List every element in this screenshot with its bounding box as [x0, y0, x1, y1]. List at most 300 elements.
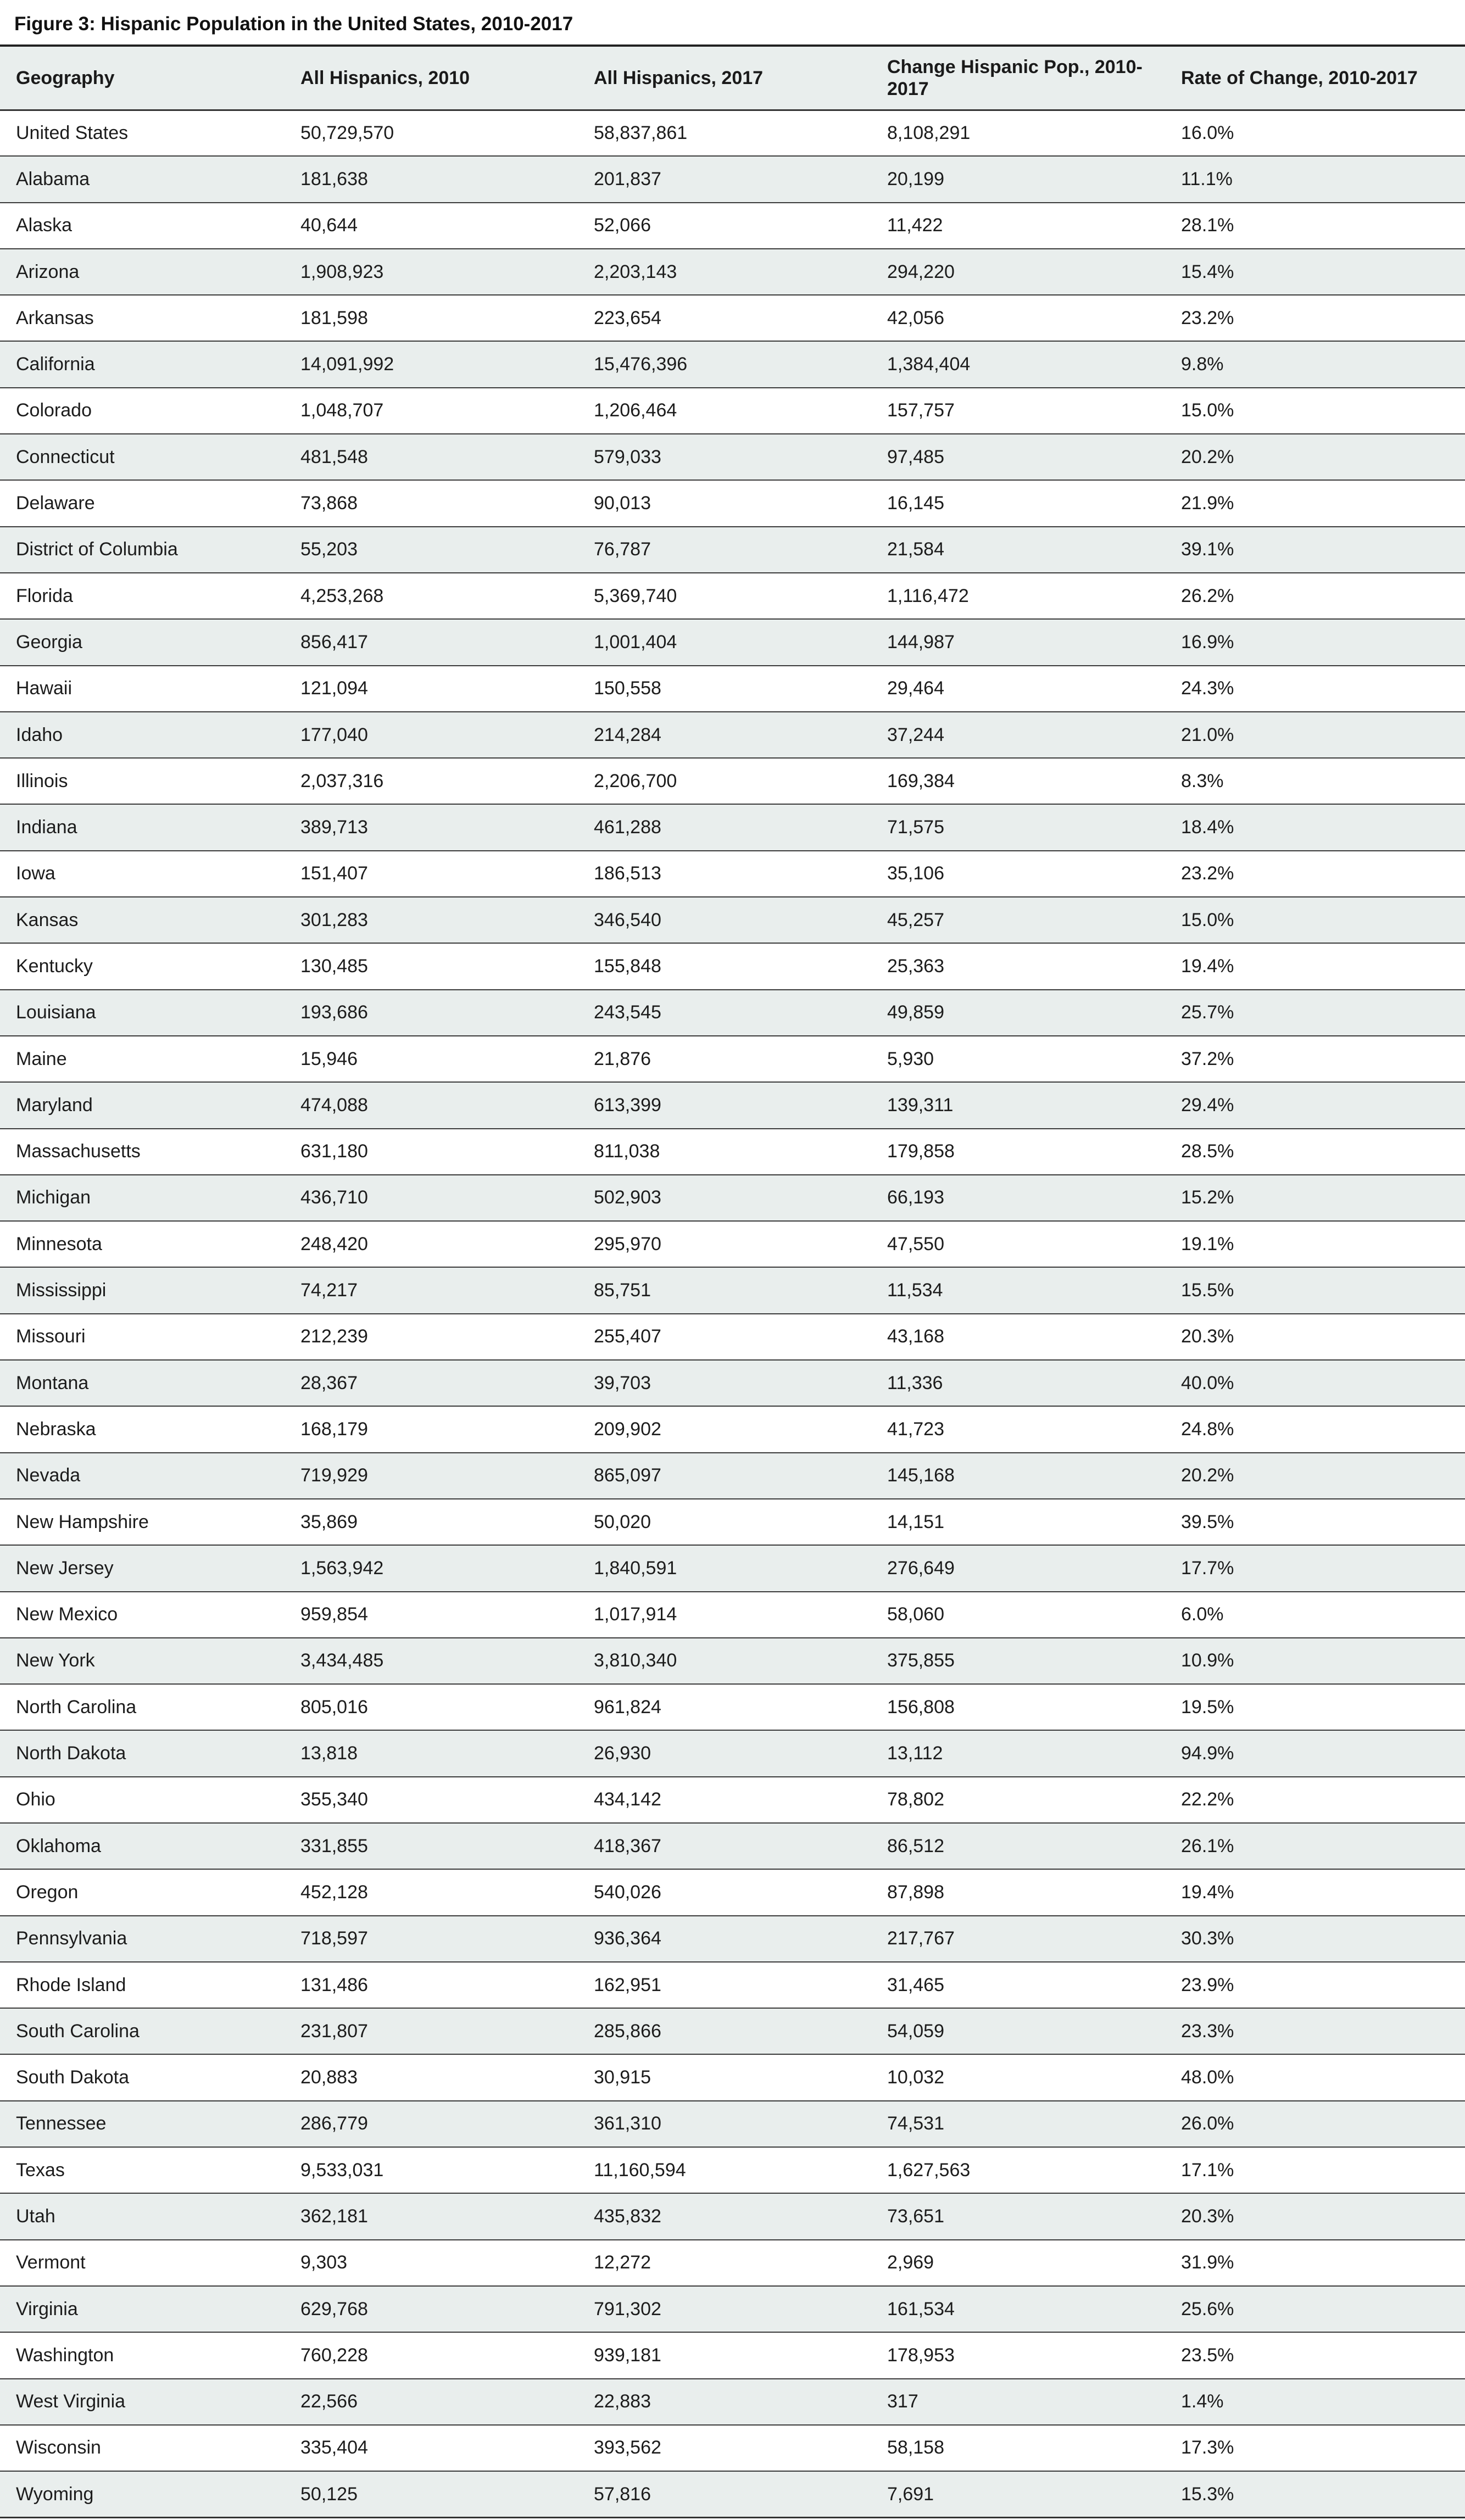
hispanics-2017-cell: 418,367 — [578, 1823, 871, 1869]
geography-cell: Vermont — [0, 2240, 285, 2286]
rate-of-change-cell: 28.5% — [1165, 1129, 1465, 1175]
hispanics-2010-cell: 355,340 — [285, 1777, 578, 1823]
geography-cell: South Dakota — [0, 2054, 285, 2100]
table-row — [0, 388, 1465, 434]
hispanics-2017-cell: 939,181 — [578, 2332, 871, 2378]
change-cell: 21,584 — [871, 527, 1165, 573]
hispanics-2010-cell: 40,644 — [285, 203, 578, 249]
table-row — [0, 2193, 1465, 2239]
table-row — [0, 2471, 1465, 2517]
table-row — [0, 804, 1465, 850]
hispanics-2017-cell: 613,399 — [578, 1082, 871, 1128]
change-cell: 74,531 — [871, 2101, 1165, 2147]
table-row — [0, 203, 1465, 249]
change-cell: 10,032 — [871, 2054, 1165, 2100]
table-row — [0, 480, 1465, 526]
geography-cell: Montana — [0, 1360, 285, 1406]
hispanics-2017-cell: 434,142 — [578, 1777, 871, 1823]
column-header-change: Change Hispanic Pop., 2010-2017 — [871, 46, 1165, 110]
table-row — [0, 666, 1465, 712]
table-row — [0, 2425, 1465, 2471]
geography-cell: Maine — [0, 1036, 285, 1082]
change-cell: 217,767 — [871, 1916, 1165, 1962]
column-header-rate-of-change: Rate of Change, 2010-2017 — [1165, 46, 1465, 110]
geography-cell: Georgia — [0, 619, 285, 665]
hispanics-2017-cell: 1,017,914 — [578, 1592, 871, 1638]
hispanics-2017-cell: 5,369,740 — [578, 573, 871, 619]
rate-of-change-cell: 29.4% — [1165, 1082, 1465, 1128]
change-cell: 31,465 — [871, 1962, 1165, 2008]
hispanics-2017-cell: 295,970 — [578, 1221, 871, 1267]
hispanics-2017-cell: 30,915 — [578, 2054, 871, 2100]
change-cell: 58,158 — [871, 2425, 1165, 2471]
table-row — [0, 1406, 1465, 1452]
hispanics-2017-cell: 52,066 — [578, 203, 871, 249]
rate-of-change-cell: 23.3% — [1165, 2008, 1465, 2054]
rate-of-change-cell: 15.0% — [1165, 388, 1465, 434]
change-cell: 157,757 — [871, 388, 1165, 434]
geography-cell: Texas — [0, 2147, 285, 2193]
geography-cell: Maryland — [0, 1082, 285, 1128]
hispanics-2010-cell: 760,228 — [285, 2332, 578, 2378]
hispanics-2010-cell: 718,597 — [285, 1916, 578, 1962]
change-cell: 317 — [871, 2379, 1165, 2425]
table-header — [0, 46, 1465, 110]
change-cell: 276,649 — [871, 1545, 1165, 1591]
geography-cell: Florida — [0, 573, 285, 619]
header-row — [0, 46, 1465, 110]
hispanics-2010-cell: 719,929 — [285, 1453, 578, 1499]
table-row — [0, 1036, 1465, 1082]
rate-of-change-cell: 25.6% — [1165, 2286, 1465, 2332]
rate-of-change-cell: 20.3% — [1165, 2193, 1465, 2239]
rate-of-change-cell: 17.1% — [1165, 2147, 1465, 2193]
rate-of-change-cell: 24.8% — [1165, 1406, 1465, 1452]
hispanics-2017-cell: 162,951 — [578, 1962, 871, 2008]
geography-cell: Nebraska — [0, 1406, 285, 1452]
hispanics-2017-cell: 361,310 — [578, 2101, 871, 2147]
change-cell: 5,930 — [871, 1036, 1165, 1082]
table-row — [0, 295, 1465, 341]
hispanics-2010-cell: 22,566 — [285, 2379, 578, 2425]
table-row — [0, 851, 1465, 897]
hispanics-2017-cell: 1,206,464 — [578, 388, 871, 434]
rate-of-change-cell: 40.0% — [1165, 1360, 1465, 1406]
geography-cell: Missouri — [0, 1314, 285, 1360]
geography-cell: Rhode Island — [0, 1962, 285, 2008]
hispanics-2017-cell: 85,751 — [578, 1267, 871, 1313]
change-cell: 14,151 — [871, 1499, 1165, 1545]
table-row — [0, 2379, 1465, 2425]
change-cell: 25,363 — [871, 943, 1165, 989]
geography-cell: Mississippi — [0, 1267, 285, 1313]
hispanics-2010-cell: 2,037,316 — [285, 758, 578, 804]
rate-of-change-cell: 19.1% — [1165, 1221, 1465, 1267]
hispanics-2017-cell: 346,540 — [578, 897, 871, 943]
rate-of-change-cell: 19.4% — [1165, 1869, 1465, 1915]
rate-of-change-cell: 23.2% — [1165, 851, 1465, 897]
change-cell: 86,512 — [871, 1823, 1165, 1869]
table-row — [0, 619, 1465, 665]
geography-cell: Virginia — [0, 2286, 285, 2332]
hispanics-2010-cell: 181,598 — [285, 295, 578, 341]
table-body — [0, 110, 1465, 2517]
table-row — [0, 1916, 1465, 1962]
hispanics-2017-cell: 15,476,396 — [578, 341, 871, 387]
hispanics-2017-cell: 2,206,700 — [578, 758, 871, 804]
table-row — [0, 1360, 1465, 1406]
change-cell: 11,336 — [871, 1360, 1165, 1406]
hispanics-2010-cell: 130,485 — [285, 943, 578, 989]
table-row — [0, 1499, 1465, 1545]
hispanics-2017-cell: 435,832 — [578, 2193, 871, 2239]
hispanics-2010-cell: 168,179 — [285, 1406, 578, 1452]
rate-of-change-cell: 21.0% — [1165, 712, 1465, 758]
hispanic-population-table — [0, 44, 1465, 2518]
hispanics-2010-cell: 9,303 — [285, 2240, 578, 2286]
hispanics-2017-cell: 1,840,591 — [578, 1545, 871, 1591]
change-cell: 45,257 — [871, 897, 1165, 943]
geography-cell: North Carolina — [0, 1684, 285, 1730]
table-row — [0, 573, 1465, 619]
table-row — [0, 434, 1465, 480]
hispanics-2017-cell: 76,787 — [578, 527, 871, 573]
hispanics-2010-cell: 248,420 — [285, 1221, 578, 1267]
hispanics-2017-cell: 936,364 — [578, 1916, 871, 1962]
change-cell: 139,311 — [871, 1082, 1165, 1128]
rate-of-change-cell: 39.1% — [1165, 527, 1465, 573]
geography-cell: Idaho — [0, 712, 285, 758]
hispanics-2017-cell: 865,097 — [578, 1453, 871, 1499]
hispanics-2017-cell: 155,848 — [578, 943, 871, 989]
geography-cell: Alabama — [0, 156, 285, 202]
geography-cell: Michigan — [0, 1175, 285, 1221]
column-header-hispanics-2010: All Hispanics, 2010 — [285, 46, 578, 110]
rate-of-change-cell: 20.2% — [1165, 1453, 1465, 1499]
hispanics-2017-cell: 150,558 — [578, 666, 871, 712]
geography-cell: Utah — [0, 2193, 285, 2239]
hispanics-2010-cell: 335,404 — [285, 2425, 578, 2471]
hispanics-2017-cell: 209,902 — [578, 1406, 871, 1452]
hispanics-2010-cell: 14,091,992 — [285, 341, 578, 387]
rate-of-change-cell: 16.9% — [1165, 619, 1465, 665]
hispanics-2010-cell: 74,217 — [285, 1267, 578, 1313]
rate-of-change-cell: 94.9% — [1165, 1730, 1465, 1776]
hispanics-2017-cell: 58,837,861 — [578, 110, 871, 156]
table-row — [0, 943, 1465, 989]
hispanics-2010-cell: 286,779 — [285, 2101, 578, 2147]
table-row — [0, 156, 1465, 202]
geography-cell: Oregon — [0, 1869, 285, 1915]
hispanics-2017-cell: 540,026 — [578, 1869, 871, 1915]
geography-cell: Hawaii — [0, 666, 285, 712]
hispanics-2010-cell: 20,883 — [285, 2054, 578, 2100]
geography-cell: Ohio — [0, 1777, 285, 1823]
rate-of-change-cell: 15.5% — [1165, 1267, 1465, 1313]
change-cell: 20,199 — [871, 156, 1165, 202]
rate-of-change-cell: 20.3% — [1165, 1314, 1465, 1360]
hispanics-2010-cell: 856,417 — [285, 619, 578, 665]
hispanics-2017-cell: 57,816 — [578, 2471, 871, 2517]
geography-cell: District of Columbia — [0, 527, 285, 573]
hispanics-2017-cell: 243,545 — [578, 990, 871, 1036]
rate-of-change-cell: 19.4% — [1165, 943, 1465, 989]
hispanics-2010-cell: 474,088 — [285, 1082, 578, 1128]
change-cell: 78,802 — [871, 1777, 1165, 1823]
hispanics-2017-cell: 223,654 — [578, 295, 871, 341]
rate-of-change-cell: 26.2% — [1165, 573, 1465, 619]
table-row — [0, 249, 1465, 295]
table-row — [0, 897, 1465, 943]
rate-of-change-cell: 15.4% — [1165, 249, 1465, 295]
hispanics-2010-cell: 481,548 — [285, 434, 578, 480]
table-row — [0, 1267, 1465, 1313]
change-cell: 16,145 — [871, 480, 1165, 526]
geography-cell: Washington — [0, 2332, 285, 2378]
change-cell: 35,106 — [871, 851, 1165, 897]
geography-cell: Minnesota — [0, 1221, 285, 1267]
geography-cell: Connecticut — [0, 434, 285, 480]
rate-of-change-cell: 31.9% — [1165, 2240, 1465, 2286]
geography-cell: Illinois — [0, 758, 285, 804]
table-row — [0, 1638, 1465, 1684]
hispanics-2010-cell: 629,768 — [285, 2286, 578, 2332]
change-cell: 47,550 — [871, 1221, 1165, 1267]
hispanics-2010-cell: 362,181 — [285, 2193, 578, 2239]
rate-of-change-cell: 21.9% — [1165, 480, 1465, 526]
change-cell: 1,116,472 — [871, 573, 1165, 619]
table-row — [0, 1869, 1465, 1915]
hispanics-2010-cell: 212,239 — [285, 1314, 578, 1360]
rate-of-change-cell: 8.3% — [1165, 758, 1465, 804]
change-cell: 71,575 — [871, 804, 1165, 850]
table-row — [0, 1314, 1465, 1360]
geography-cell: Kentucky — [0, 943, 285, 989]
change-cell: 54,059 — [871, 2008, 1165, 2054]
table-row — [0, 1962, 1465, 2008]
hispanics-2017-cell: 90,013 — [578, 480, 871, 526]
geography-cell: West Virginia — [0, 2379, 285, 2425]
table-row — [0, 1545, 1465, 1591]
hispanics-2017-cell: 579,033 — [578, 434, 871, 480]
rate-of-change-cell: 1.4% — [1165, 2379, 1465, 2425]
table-row — [0, 527, 1465, 573]
hispanics-2010-cell: 389,713 — [285, 804, 578, 850]
change-cell: 294,220 — [871, 249, 1165, 295]
hispanics-2010-cell: 35,869 — [285, 1499, 578, 1545]
change-cell: 375,855 — [871, 1638, 1165, 1684]
change-cell: 42,056 — [871, 295, 1165, 341]
change-cell: 7,691 — [871, 2471, 1165, 2517]
rate-of-change-cell: 23.2% — [1165, 295, 1465, 341]
hispanics-2010-cell: 331,855 — [285, 1823, 578, 1869]
hispanics-2017-cell: 21,876 — [578, 1036, 871, 1082]
hispanics-2017-cell: 502,903 — [578, 1175, 871, 1221]
hispanics-2017-cell: 811,038 — [578, 1129, 871, 1175]
geography-cell: Arkansas — [0, 295, 285, 341]
geography-cell: Wyoming — [0, 2471, 285, 2517]
hispanics-2010-cell: 301,283 — [285, 897, 578, 943]
geography-cell: Kansas — [0, 897, 285, 943]
table-row — [0, 2101, 1465, 2147]
figure-title: Figure 3: Hispanic Population in the United States, 2010-2017 — [14, 13, 573, 35]
hispanics-2010-cell: 436,710 — [285, 1175, 578, 1221]
hispanics-2017-cell: 255,407 — [578, 1314, 871, 1360]
geography-cell: Tennessee — [0, 2101, 285, 2147]
rate-of-change-cell: 28.1% — [1165, 203, 1465, 249]
geography-cell: New Jersey — [0, 1545, 285, 1591]
geography-cell: Delaware — [0, 480, 285, 526]
hispanics-2017-cell: 201,837 — [578, 156, 871, 202]
change-cell: 145,168 — [871, 1453, 1165, 1499]
hispanics-2017-cell: 39,703 — [578, 1360, 871, 1406]
hispanics-2017-cell: 11,160,594 — [578, 2147, 871, 2193]
hispanics-2017-cell: 22,883 — [578, 2379, 871, 2425]
hispanics-2017-cell: 2,203,143 — [578, 249, 871, 295]
hispanics-2010-cell: 15,946 — [285, 1036, 578, 1082]
hispanics-2010-cell: 28,367 — [285, 1360, 578, 1406]
hispanics-2010-cell: 3,434,485 — [285, 1638, 578, 1684]
hispanics-2010-cell: 959,854 — [285, 1592, 578, 1638]
hispanics-2017-cell: 3,810,340 — [578, 1638, 871, 1684]
change-cell: 2,969 — [871, 2240, 1165, 2286]
table-row — [0, 1777, 1465, 1823]
hispanics-2017-cell: 393,562 — [578, 2425, 871, 2471]
change-cell: 41,723 — [871, 1406, 1165, 1452]
table-row — [0, 2286, 1465, 2332]
rate-of-change-cell: 48.0% — [1165, 2054, 1465, 2100]
geography-cell: Nevada — [0, 1453, 285, 1499]
hispanics-2010-cell: 121,094 — [285, 666, 578, 712]
rate-of-change-cell: 17.7% — [1165, 1545, 1465, 1591]
hispanics-2010-cell: 50,125 — [285, 2471, 578, 2517]
change-cell: 1,627,563 — [871, 2147, 1165, 2193]
geography-cell: New Hampshire — [0, 1499, 285, 1545]
change-cell: 66,193 — [871, 1175, 1165, 1221]
change-cell: 161,534 — [871, 2286, 1165, 2332]
geography-cell: Massachusetts — [0, 1129, 285, 1175]
hispanics-2017-cell: 285,866 — [578, 2008, 871, 2054]
table-row — [0, 1129, 1465, 1175]
table-row — [0, 712, 1465, 758]
geography-cell: United States — [0, 110, 285, 156]
table-row — [0, 1823, 1465, 1869]
rate-of-change-cell: 6.0% — [1165, 1592, 1465, 1638]
rate-of-change-cell: 15.0% — [1165, 897, 1465, 943]
hispanics-2017-cell: 26,930 — [578, 1730, 871, 1776]
hispanics-2017-cell: 961,824 — [578, 1684, 871, 1730]
geography-cell: California — [0, 341, 285, 387]
hispanics-2010-cell: 193,686 — [285, 990, 578, 1036]
hispanics-2010-cell: 13,818 — [285, 1730, 578, 1776]
change-cell: 49,859 — [871, 990, 1165, 1036]
change-cell: 43,168 — [871, 1314, 1165, 1360]
hispanics-2010-cell: 1,908,923 — [285, 249, 578, 295]
rate-of-change-cell: 23.5% — [1165, 2332, 1465, 2378]
hispanics-2010-cell: 55,203 — [285, 527, 578, 573]
rate-of-change-cell: 39.5% — [1165, 1499, 1465, 1545]
table-row — [0, 1221, 1465, 1267]
geography-cell: Wisconsin — [0, 2425, 285, 2471]
hispanics-2010-cell: 151,407 — [285, 851, 578, 897]
hispanics-2017-cell: 50,020 — [578, 1499, 871, 1545]
change-cell: 144,987 — [871, 619, 1165, 665]
change-cell: 87,898 — [871, 1869, 1165, 1915]
geography-cell: Arizona — [0, 249, 285, 295]
table-row — [0, 758, 1465, 804]
change-cell: 156,808 — [871, 1684, 1165, 1730]
rate-of-change-cell: 26.1% — [1165, 1823, 1465, 1869]
geography-cell: Alaska — [0, 203, 285, 249]
table-row — [0, 990, 1465, 1036]
table-row — [0, 1453, 1465, 1499]
rate-of-change-cell: 10.9% — [1165, 1638, 1465, 1684]
table-row — [0, 2332, 1465, 2378]
geography-cell: New Mexico — [0, 1592, 285, 1638]
hispanics-2017-cell: 12,272 — [578, 2240, 871, 2286]
change-cell: 178,953 — [871, 2332, 1165, 2378]
hispanics-2010-cell: 9,533,031 — [285, 2147, 578, 2193]
geography-cell: Louisiana — [0, 990, 285, 1036]
hispanics-2010-cell: 1,048,707 — [285, 388, 578, 434]
change-cell: 11,422 — [871, 203, 1165, 249]
table-row — [0, 1684, 1465, 1730]
hispanics-2017-cell: 186,513 — [578, 851, 871, 897]
hispanics-2010-cell: 452,128 — [285, 1869, 578, 1915]
hispanics-2010-cell: 4,253,268 — [285, 573, 578, 619]
table-row — [0, 2147, 1465, 2193]
geography-cell: South Carolina — [0, 2008, 285, 2054]
geography-cell: New York — [0, 1638, 285, 1684]
hispanics-2010-cell: 1,563,942 — [285, 1545, 578, 1591]
hispanics-2010-cell: 131,486 — [285, 1962, 578, 2008]
hispanics-2010-cell: 50,729,570 — [285, 110, 578, 156]
rate-of-change-cell: 37.2% — [1165, 1036, 1465, 1082]
geography-cell: Oklahoma — [0, 1823, 285, 1869]
rate-of-change-cell: 30.3% — [1165, 1916, 1465, 1962]
change-cell: 11,534 — [871, 1267, 1165, 1313]
geography-cell: Pennsylvania — [0, 1916, 285, 1962]
hispanics-2010-cell: 805,016 — [285, 1684, 578, 1730]
geography-cell: North Dakota — [0, 1730, 285, 1776]
table-row — [0, 1730, 1465, 1776]
change-cell: 97,485 — [871, 434, 1165, 480]
hispanics-2010-cell: 181,638 — [285, 156, 578, 202]
change-cell: 1,384,404 — [871, 341, 1165, 387]
table-row — [0, 341, 1465, 387]
hispanics-2010-cell: 177,040 — [285, 712, 578, 758]
rate-of-change-cell: 24.3% — [1165, 666, 1465, 712]
change-cell: 8,108,291 — [871, 110, 1165, 156]
column-header-geography: Geography — [0, 46, 285, 110]
rate-of-change-cell: 11.1% — [1165, 156, 1465, 202]
rate-of-change-cell: 23.9% — [1165, 1962, 1465, 2008]
geography-cell: Indiana — [0, 804, 285, 850]
hispanics-2010-cell: 73,868 — [285, 480, 578, 526]
table-row — [0, 1175, 1465, 1221]
geography-cell: Colorado — [0, 388, 285, 434]
hispanics-2017-cell: 791,302 — [578, 2286, 871, 2332]
hispanics-2010-cell: 631,180 — [285, 1129, 578, 1175]
rate-of-change-cell: 16.0% — [1165, 110, 1465, 156]
table-row — [0, 2240, 1465, 2286]
geography-cell: Iowa — [0, 851, 285, 897]
change-cell: 37,244 — [871, 712, 1165, 758]
rate-of-change-cell: 20.2% — [1165, 434, 1465, 480]
hispanics-2010-cell: 231,807 — [285, 2008, 578, 2054]
column-header-hispanics-2017: All Hispanics, 2017 — [578, 46, 871, 110]
change-cell: 73,651 — [871, 2193, 1165, 2239]
